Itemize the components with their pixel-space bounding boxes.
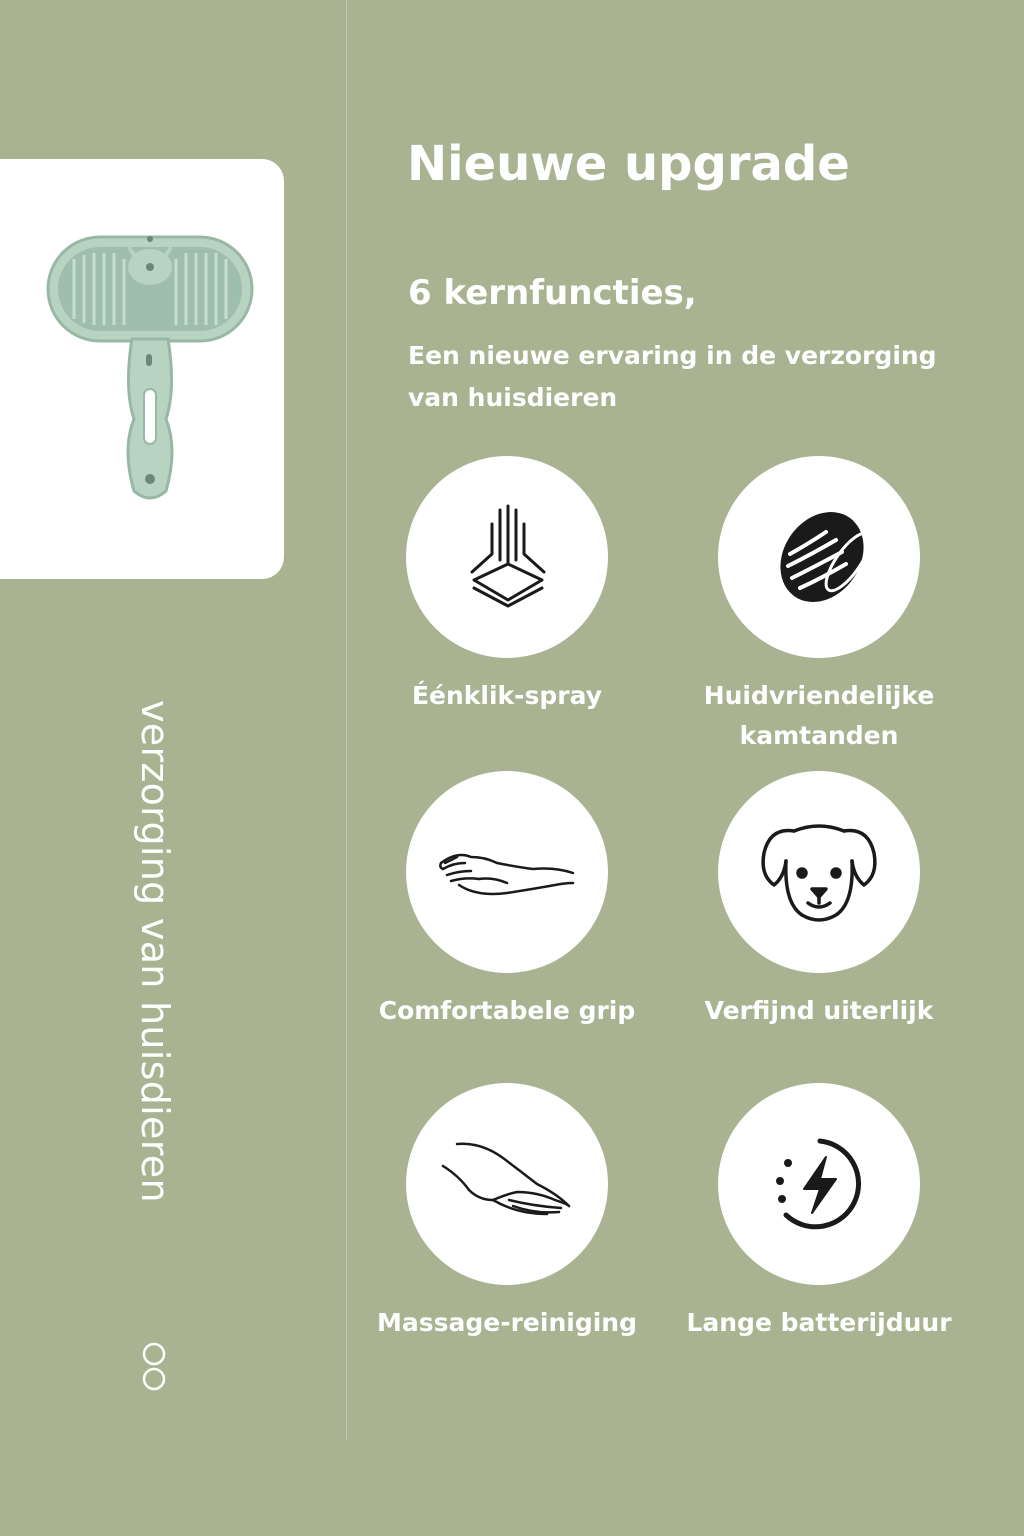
dog-face-icon: [756, 817, 882, 927]
vertical-title: verzorging van huisdieren: [133, 700, 177, 1203]
stroking-hand-icon: [437, 1134, 577, 1234]
feature-circle: [406, 456, 608, 658]
double-circle-icon: [142, 1342, 166, 1392]
open-hand-icon: [437, 827, 577, 917]
pet-brush-product-icon: [40, 229, 260, 509]
spray-mist-icon: [452, 502, 562, 612]
feature-grip: [347, 771, 667, 1031]
feature-label: Massage-reiniging: [377, 1308, 637, 1337]
tagline: Een nieuwe ervaring in de verzorging van huisdieren: [408, 341, 937, 412]
product-image-card: [0, 159, 284, 579]
feature-label: Verfijnd uiterlijk: [704, 996, 934, 1025]
feature-label: Huidvriendelijke kamtanden: [703, 681, 935, 750]
feature-massage: [347, 1083, 667, 1343]
feature-label: Éénklik-spray: [411, 681, 603, 710]
feature-circle: [718, 771, 920, 973]
feature-label: Comfortabele grip: [378, 996, 636, 1025]
feature-label: Lange batterijduur: [686, 1308, 952, 1337]
feature-circle: [406, 771, 608, 973]
feature-appearance: [659, 771, 979, 1031]
headline: Nieuwe upgrade: [407, 136, 850, 192]
feature-spray: [347, 456, 667, 716]
feature-circle: [718, 456, 920, 658]
battery-bolt-icon: [764, 1129, 874, 1239]
feature-comb: [659, 456, 979, 756]
feature-circle: [718, 1083, 920, 1285]
feature-circle: [406, 1083, 608, 1285]
feature-battery: [659, 1083, 979, 1343]
subheadline: 6 kernfuncties,: [408, 273, 697, 313]
comb-teeth-icon: [764, 502, 874, 612]
